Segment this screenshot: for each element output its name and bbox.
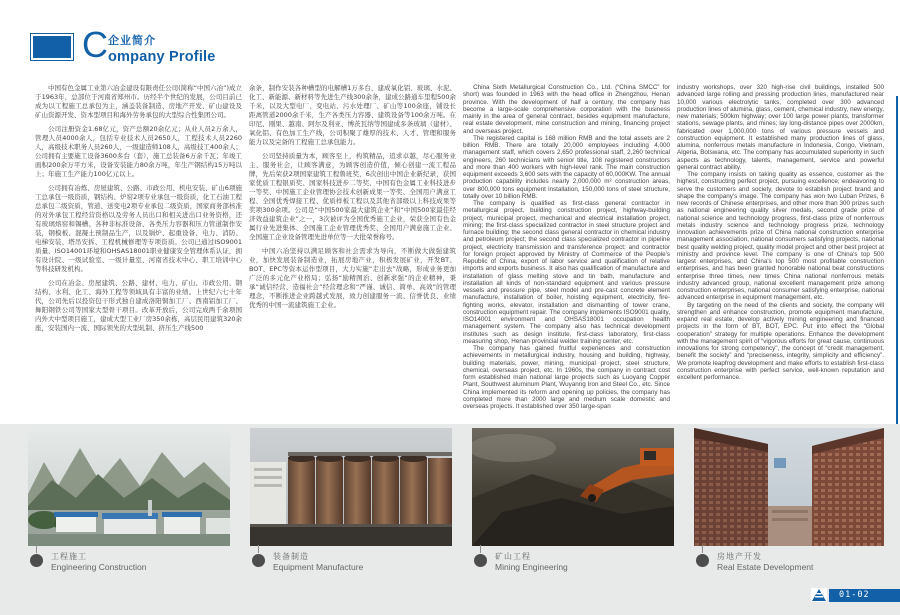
company-logo-icon	[811, 588, 827, 602]
caption-zh-label: 矿山工程	[495, 552, 531, 561]
caption-connector-line	[702, 545, 703, 553]
photo-equipment-manufacture	[250, 428, 452, 546]
chinese-column-1	[35, 84, 242, 424]
section-dropcap: C	[82, 24, 107, 65]
caption-connector-line	[480, 545, 481, 553]
caption-bullet-icon	[474, 554, 487, 567]
caption-en-label: Engineering Construction	[51, 562, 147, 572]
paragraph: 公司在冶金、房屋建筑、公路、建材、电力、矿山、市政公用、钢结构、水利、化工、海外工程等领域具有丰富的业绩。上世纪六七十年代，公司先后以投资包干形式独自建成洛阳铜加工厂、西南铝加工厂、舞阳钢铁公司等国家大型骨干项目。改革开放后，公司完成两千余项国内外大中型项目施工，建成大型工业厂房350余栋，高层民用建筑320余座，安装国内一流、国际领先的大型轧制、挤压生产线500	[35, 279, 242, 332]
photo-real-estate-development	[694, 428, 884, 546]
section-title-en: ompany Profile	[108, 49, 216, 65]
caption-equipment-manufacture	[252, 552, 363, 572]
engineering-construction-image	[28, 428, 230, 546]
paragraph: industry workshops, over 320 high-rise civil buildings, installed 500 advanced large rolling and pressing production lines, manufactured near 10,000 various electrolytic tanks, completed over 300 advanced production lines of alumina, glass, cement, chemical industry, new energy, new materials; 500km highway; over 100 large power plants, transformer stations, sewage plants, and mines; lay long-distance pipes over 2000km, fabricated over 1,000,000 tons of various pressure vessels and construction equipment. It established many production lines of glass, alumina, nonferrous metals manufacture in Indonesia, Congo, Vietnam, Algeria, Botswana, etc. The company has accumulated superiority in such aspects as technology, talents, management, service and powerful general contract ability.	[677, 84, 884, 171]
caption-connector-line	[36, 545, 37, 553]
caption-bullet-icon	[696, 554, 709, 567]
company-logo	[811, 588, 827, 602]
header-square-fill-icon	[33, 36, 71, 58]
chinese-column-2	[249, 84, 456, 424]
caption-mining-engineering	[474, 552, 568, 572]
page-header	[30, 24, 216, 65]
photo-mining-engineering	[472, 428, 674, 546]
paragraph: 余条，制作安装各种槽型的电解槽1万多台，建成氧化铝、玻璃、水泥、化工、新能源、新材料等先进生产线300余条，建成公路通车里程500余千米，以及大型电厂、变电站、污水处理厂、矿山等100余座，铺设长距离管道2000余千米，生产各类压力容器、建筑设备等100余万吨。在印尼、刚果、越南、阿尔及利亚、博茨瓦纳等国建成多条玻璃（建材）、氧化铝、有色加工生产线，公司积聚了雄厚的技术、人才、管理和服务能力以及完备的工程施工总承包能力。	[249, 84, 456, 146]
caption-bullet-icon	[30, 554, 43, 567]
paragraph: 公司注册资金1.68亿元，资产总额20余亿元；从业人员2万余人，管理人员4000余人，包括专业技术人员2650人，工程技术人员2260人，高级技术职务人员260人，一级建造师108人，高级技工400余人；公司拥有主要施工设备3600多台（套），施工总装备6万余千瓦；年竣工面积200余万平方米，设备安装能力80余万吨，年生产钢结构15万吨以上；年施工生产能力100亿元以上。	[35, 125, 242, 178]
photo-strip	[28, 428, 884, 546]
header-square-mark	[30, 33, 74, 61]
caption-real-estate-development	[696, 552, 813, 572]
section-title-zh: 企业简介	[108, 34, 156, 47]
caption-en-label: Equipment Manufacture	[273, 562, 364, 572]
real-estate-development-image	[694, 428, 884, 546]
caption-connector-line	[258, 545, 259, 553]
caption-engineering-construction	[30, 552, 146, 572]
paragraph: The company is qualified as first-class general contractor in metallurgical project, building construction project, highway-building project, municipal project, mechanical and electrical installation project, mining; the first-class specialized contractor in steel structure project and furnace building; the second class general contractor in chemical industry and petroleum project; the second class specialized contractor in pipeline project, electricity transmission and transference project; and contractor for foreign project approved by Ministry of Commerce of the People's Republic of China, export of labor service and qualification of relative imports and exports business. It also has qualification of manufacture and installation of glass melting stove and tin bath, manufacture and installation all kinds of non-standard equipment and various pressure vessels and pressure pipe, steel model and pre-cast concrete element manufacture, installation of boiler, hoisting equipment, electricity, fire-fighting works, elevator, installation and dismantling of tower crane, construction equipment repair. The company implements ISO9001 quality, ISO14001 environment and OHSAS18001 occupation health management system. The company also has technical development institutes such as design institute, first-class laboratory, first-class measuring shop, Henan provincial welder training center, etc.	[463, 200, 670, 345]
caption-bullet-icon	[252, 554, 265, 567]
paragraph: The company has gained fruitful experiences and construction achievements in metallurgical industry, housing and building, highway, building materials, power, mining, municipal project, steel structure, chemical, overseas project, etc. In 1960s, the company in contract cost form established main national large projects such as Luoyang Copper Plant, Southwest aluminum Plant, Wuyanng Iron and Steel Co., etc. Since China implemented its reform and opening up policies, the company has completed more than 2000 large and medium scale domestic and overseas projects. It established over 350 large-span	[463, 345, 670, 410]
caption-en-label: Real Estate Development	[717, 562, 814, 572]
paragraph: 中国有色金属工业第六冶金建设有限责任公司(简称“中国六冶”)成立于1963年，总部位于河南省郑州市。历经半个世纪的发展，公司目前已成为以工程施工总承包为主，涵盖装备制造、房地产开发、矿山建设及矿山资源开发、资本型项目和海外劳务承包的大型综合性集团公司。	[35, 84, 242, 119]
caption-zh-label: 房地产开发	[717, 552, 762, 561]
paragraph: The registered capital is 168 million RMB and the total assets are 2 billion RMB. There are totally 20,000 employees including 4,000 management staff, which covers 2,650 professional staff, 2,260 technical engineers, 260 technicians with senior title, 108 registered constructors and more than 400 workers with high-level rank. The main construction equipment exceeds 3,600 sets with the capacity of 60,000KW. The annual production capability includes nearly 2,000,000 m² construction areas, over 800,000 tons equipment installation, 150,000 tons of steel structure, totally over 10 billion RMB.	[463, 134, 670, 200]
body-text-columns	[35, 84, 884, 424]
english-column-1	[463, 84, 670, 424]
paragraph: 公司拥有冶炼、房屋建筑、公路、市政公用、机电安装、矿山6项施工总承包一级资质，钢结构、炉窑2项专业承包一级资质，化工石油工程总承包二级资质，管道、送变电2项专业承包二级资质，国家商务部核准的对外承包工程经营资格以及劳务人员出口和相关进出口业务资格，还有玻璃熔窑和锡槽、各种非标准设备、各类压力容器和压力管道制作安装，钢模板、混凝土预制品生产，以及锅炉、起重设备、电力、消防、电梯安装、塔吊安拆、工程机械修理等专项资质。公司已通过ISO9001质量、ISO14001环境和OHSAS18001职业健康安全管理体系认证，拥有设计院、一级试验室、一级计量室、河南省技术中心、职工培训中心等科技研发机构。	[35, 184, 242, 273]
paragraph: 公司坚持质量为本，顾客至上，构筑精品，追求卓越，尽心服务业主、服务社会，让顾客满意，为顾客创造价值，倾心创建一流工程品牌，先后荣获2项国家建筑工程鲁班奖，6次创出中国企业新纪录，获国家优质工程银质奖、国家科技进步二等奖、中国有色金属工业科技进步一等奖、中国施工企业管理协会技术创新成果一等奖、全国用户满意工程、全国优秀焊接工程、优质样板工程以及其他省部级以上科技成果等奖项300余项。公司是“中国500家最大建筑企业”和“中国500家最佳经济效益建筑企业”之一，3次被评为全国优秀施工企业，荣获全国有色金属行业先进集体、全国施工企业管理优秀奖、全国用户满意施工企业、全国施工企业设备管理先进单位等一大批荣誉称号。	[249, 152, 456, 241]
paragraph: By targeting on the need of the clients and society, the company will strengthen and enhance construction, promote equipment manufacture, expand real estate, develop actively mining engineering and financed projects in the form of BT, BOT, EPC. Put into effect the “Global cooperation” strategy for multiple operations. Enhance the development with the management spirit of “vigorous efforts for great cause, continuous innovations for strong competency”, the concept of “credit management, benefit the society” and “preciseness, integrity, simplicity and efficiency”. We promote leapfrog development and make efforts to establish first-class construction enterprise with perfect service, well-known reputation and excellent performance.	[677, 301, 884, 381]
caption-zh-label: 装备制造	[273, 552, 309, 561]
caption-en-label: Mining Engineering	[495, 562, 568, 572]
caption-zh-label: 工程施工	[51, 552, 87, 561]
paragraph: 中国六冶坚持以满足顾客和社会需求为导向，不断做大做强建筑业，加快发展装备制造业，拓展房地产业，积极发展矿业，开发BT、BOT、EPC等资本运作型项目，大力实施“走出去”战略，形成业务更加广泛的多元化产业格局；弘扬“励精图治、创新求强”的企业精神，秉承“诚信经营、造福社会”经营理念和“严谨、诚信、简单、高效”的管理理念，不断推进企业跨越式发展，致力创建服务一流、信誉优良、业绩优秀的中国一流建筑施工企业。	[249, 247, 456, 309]
paragraph: China Sixth Metallurgical Construction Co., Ltd. (“China SMCC” for short) was founded in 1963 with the head office in Zhengzhou, Henan province. With the development of half a century, the company has become a large-scale comprehensive corporation with the business mainly in the area of general contract, besides equipment manufacture, real estate development, mine construction and mining, financing project and overseas project.	[463, 84, 670, 135]
english-column-2	[677, 84, 884, 424]
page-number: 01-02	[829, 589, 900, 602]
equipment-manufacture-image	[250, 428, 452, 546]
paragraph: The company insists on taking quality as essence, customer as the highest, constructing perfect project, pursuing excellence; endeavoring to serve the customers and society, devote to establish project brand and shape the company's image. The company has won two Luban Prizes, 6 new records of Chinese enterprises, and other more than 300 prizes such as national engineering quality silver medals, second grade prize of national science and technology progress, first-class prize of nonferrous metals industry science and technology progress prize, technology innovation achievements prize of China national construction enterprise management association, national consumers satisfying projects, national best quality welding project, quality model project and other best project at ministry and province level. The company is one of China's top 500 largest enterprises, and China's top 500 most profitable construction enterprises, and has been granted honorable national beat constructions enterprise three times, new times China national nonferrous metals industry advanced group, national excellent management prize among construction enterprises, national consumer satisfying enterprise, national advanced enterprise in equipment management, etc.	[677, 171, 884, 302]
mining-engineering-image	[472, 428, 674, 546]
photo-engineering-construction	[28, 428, 230, 546]
